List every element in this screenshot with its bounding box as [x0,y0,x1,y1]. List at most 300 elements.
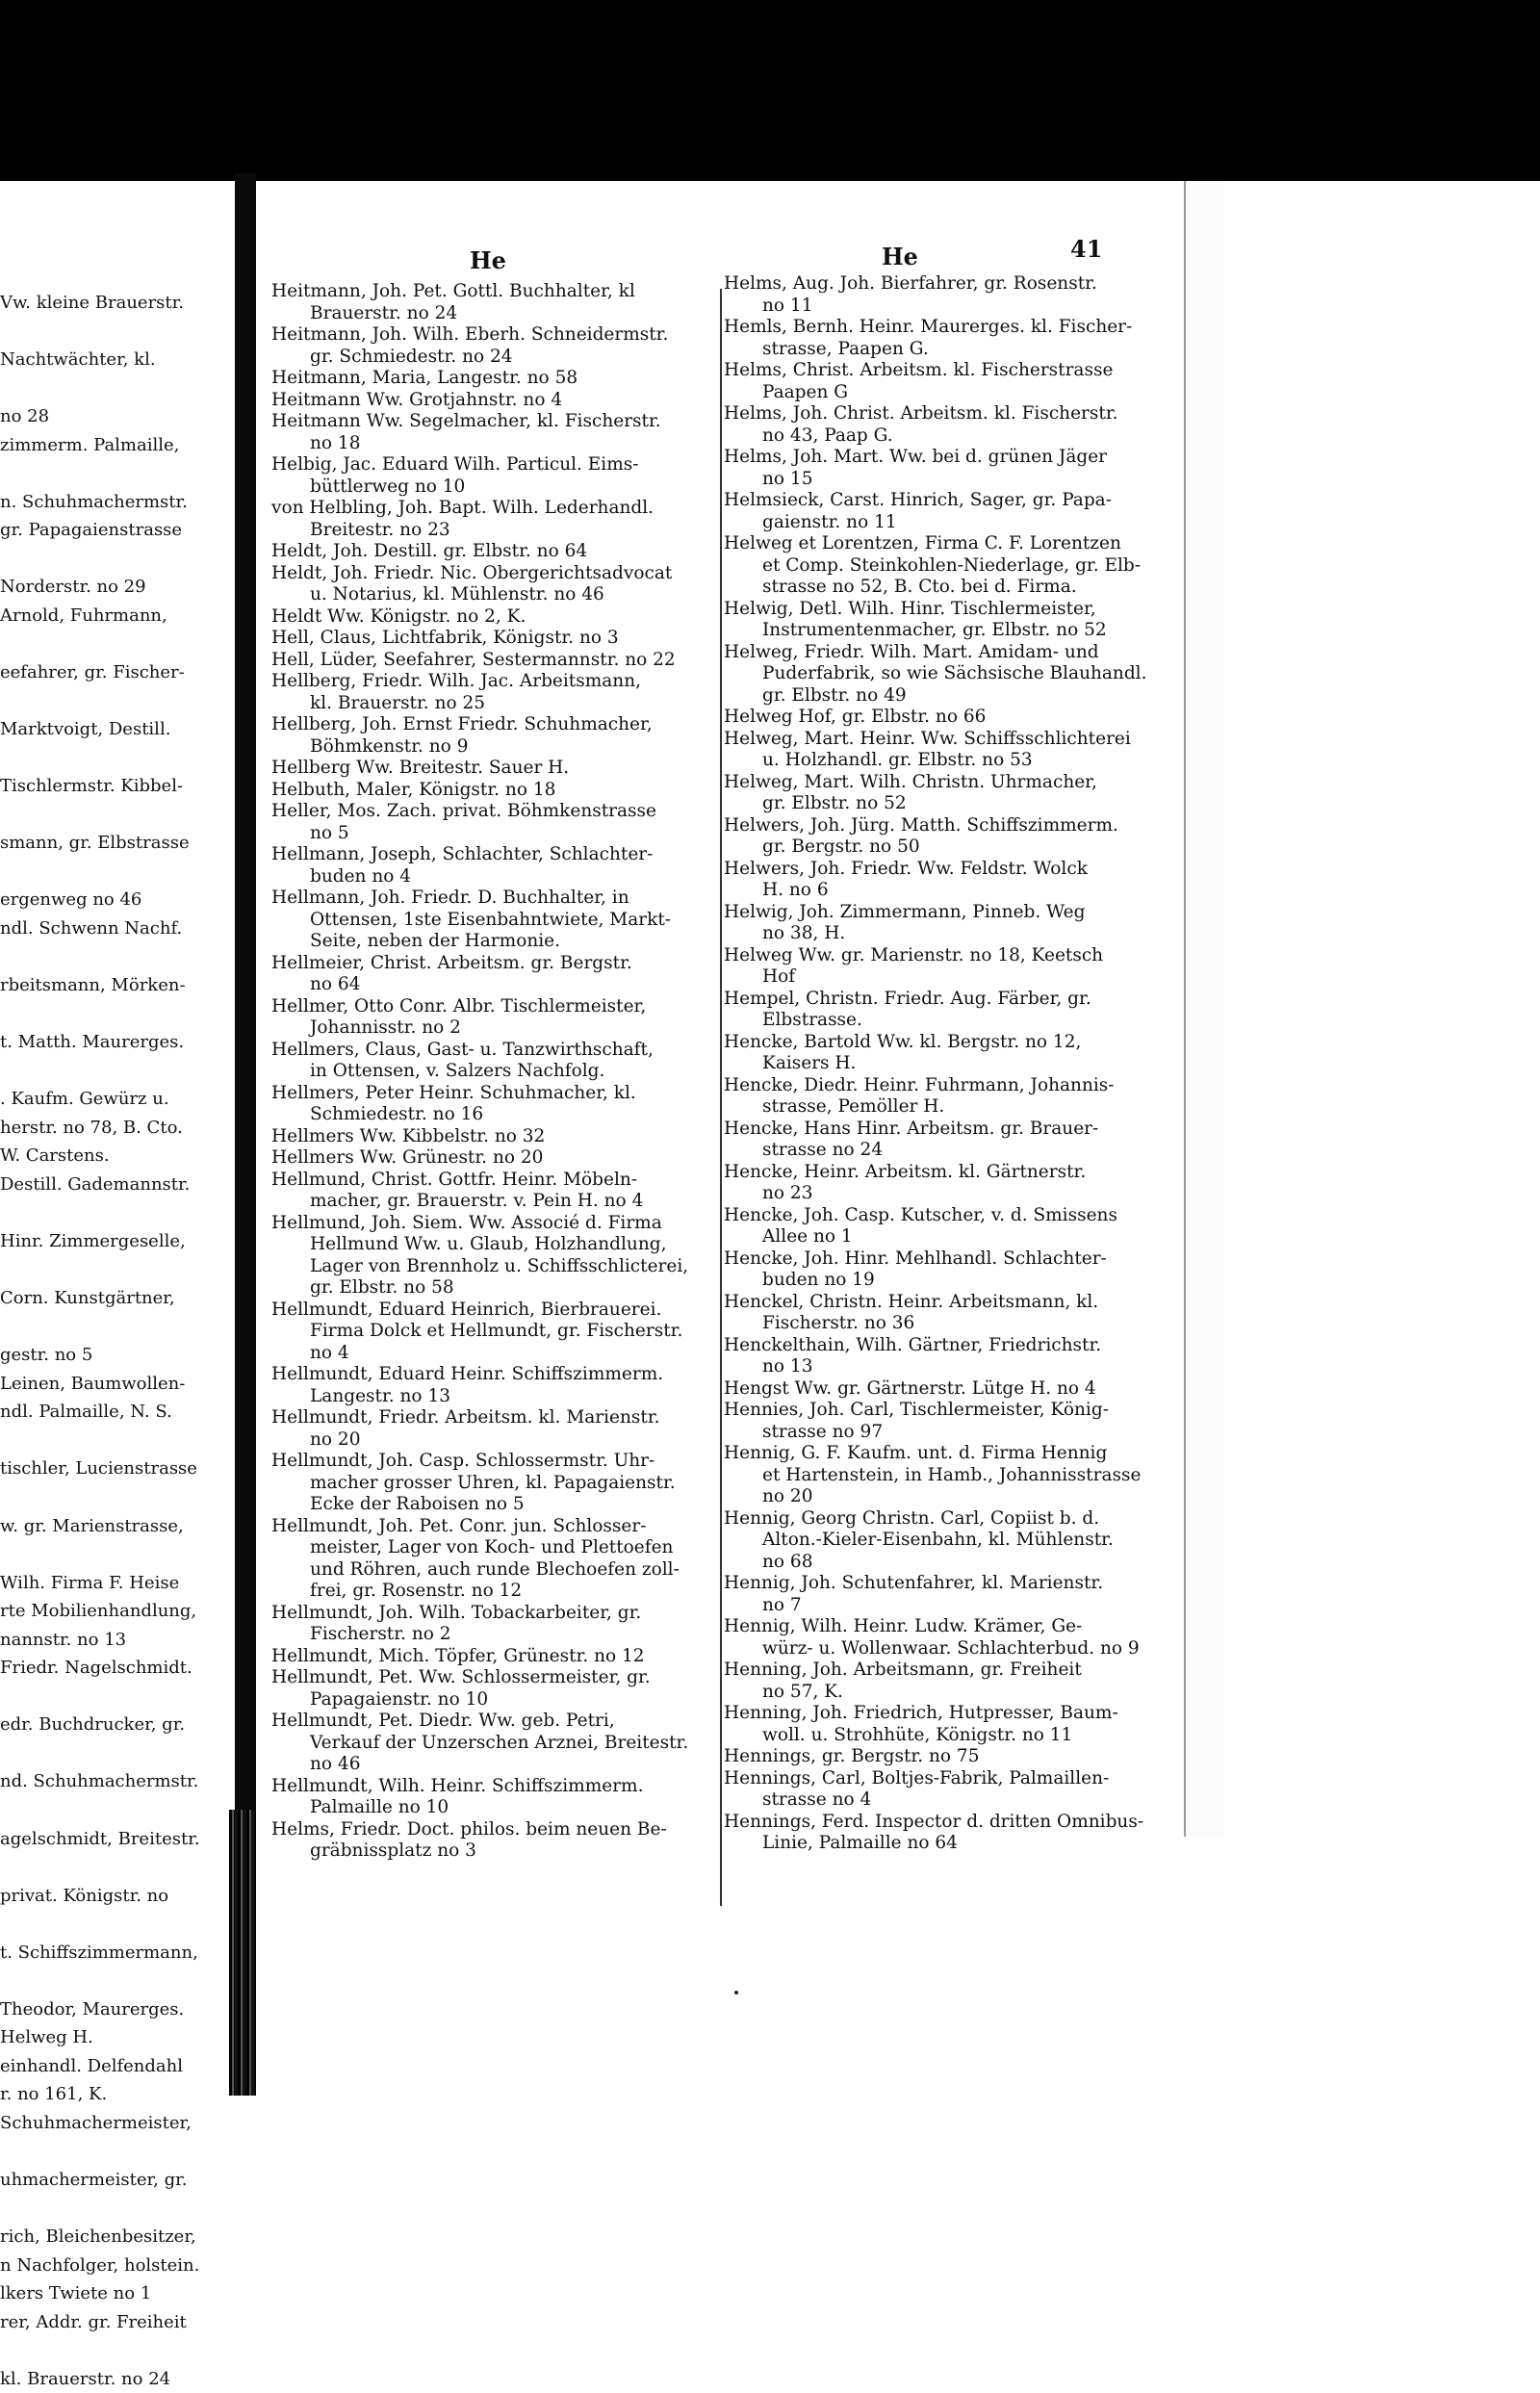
left-page-line: eefahrer, gr. Fischer- [0,662,185,683]
entry-continuation-line: gr. Elbstr. no 49 [762,684,907,706]
entry-continuation-line: Böhmkenstr. no 9 [310,735,469,757]
left-page-line: n Nachfolger, holstein. [0,2254,200,2276]
left-page-line: edr. Buchdrucker, gr. [0,1714,186,1736]
entry-continuation-line: Ecke der Raboisen no 5 [310,1494,525,1514]
left-page-line: ndl. Schwenn Nachf. [0,918,183,939]
left-page-line [0,687,250,716]
left-page-line: herstr. no 78, B. Cto. [0,1117,183,1138]
directory-entry [271,1603,720,1646]
left-page-line: t. Schiffszimmermann, [0,1942,198,1963]
left-page-line [0,1057,250,1086]
entry-continuation-line: und Röhren, auch runde Blechoefen zoll- [310,1558,680,1580]
left-page-line [0,1313,250,1342]
entry-continuation-line: no 68 [762,1551,813,1572]
directory-entry [724,317,1176,360]
directory-entry [271,996,720,1040]
entry-name-line: Helms, Joh. Christ. Arbeitsm. kl. Fischerstr. [724,403,1118,424]
directory-entry [724,1400,1176,1443]
entry-name-line: Hellmers Ww. Grünestr. no 20 [271,1147,544,1168]
left-page [0,181,235,2389]
entry-continuation-line: no 11 [762,295,813,316]
entry-continuation-line: Seite, neben der Harmonie. [310,931,560,951]
left-page-line [0,858,250,887]
left-page-line [0,744,250,773]
entry-name-line: Hellmundt, Joh. Pet. Conr. jun. Schlosser- [271,1515,647,1536]
directory-entry [724,1162,1176,1205]
entry-continuation-line: u. Notarius, kl. Mühlenstr. no 46 [310,584,604,605]
directory-entry [724,707,1176,729]
directory-entry [724,490,1176,533]
right-column-heading: He [882,243,918,270]
directory-entry [271,1646,720,1668]
directory-entry [724,1812,1176,1855]
entry-continuation-line: Firma Dolck et Hellmundt, gr. Fischerstr. [310,1321,683,1341]
entry-name-line: Hellmundt, Joh. Casp. Schlossermstr. Uhr- [271,1451,655,1471]
entry-name-line: Hellmund, Christ. Gottfr. Heinr. Möbeln- [271,1169,638,1190]
directory-entry [724,1335,1176,1378]
entry-name-line: Hellmers, Claus, Gast- u. Tanzwirthschaft, [271,1039,654,1060]
entry-name-line: Helms, Christ. Arbeitsm. kl. Fischerstrasse [724,360,1114,380]
directory-entry [271,758,720,780]
entry-name-line: Hempel, Christn. Friedr. Aug. Färber, gr. [724,988,1091,1009]
directory-column-left [271,281,720,1863]
entry-continuation-line: strasse, Pemöller H. [762,1096,945,1117]
directory-entry [271,1776,720,1819]
left-page-line [0,2336,250,2365]
entry-name-line: Helwers, Joh. Friedr. Ww. Feldstr. Wolck [724,858,1088,879]
directory-entry [724,1703,1176,1746]
left-page-line: Schuhmachermeister, [0,2113,192,2133]
left-page-line: Leinen, Baumwollen- [0,1373,186,1394]
directory-entry [724,1616,1176,1660]
entry-continuation-line: et Hartenstein, in Hamb., Johannisstrasse [762,1464,1142,1485]
entry-continuation-line: Langestr. no 13 [310,1385,450,1406]
left-page-text [0,289,250,2393]
entry-name-line: Hellmann, Joseph, Schlachter, Schlachter- [271,844,654,864]
spine-binding [229,1810,258,2096]
directory-entry [724,1119,1176,1162]
entry-continuation-line: no 20 [762,1486,813,1506]
entry-name-line: Helweg, Mart. Wilh. Christn. Uhrmacher, [724,771,1097,792]
directory-entry [724,273,1176,317]
entry-name-line: Helbuth, Maler, Königstr. no 18 [271,779,556,800]
left-page-line [0,801,250,830]
left-page-line: . Kaufm. Gewürz u. [0,1089,169,1110]
entry-name-line: Heitmann Ww. Segelmacher, kl. Fischerstr. [271,411,661,431]
entry-name-line: Hellmundt, Eduard Heinrich, Bierbrauerei. [271,1299,662,1320]
entry-continuation-line: Brauerstr. no 24 [310,302,458,323]
column-divider [720,289,722,1906]
directory-entry [271,780,720,802]
directory-entry [271,1451,720,1516]
directory-entry [724,403,1176,447]
directory-entry [724,642,1176,708]
entry-name-line: Hellmers, Peter Heinr. Schuhmacher, kl. [271,1082,636,1103]
entry-name-line: Heller, Mos. Zach. privat. Böhmkenstrasse [271,801,656,821]
left-page-line: rer, Addr. gr. Freiheit [0,2311,187,2332]
left-page-line [0,1256,250,1285]
directory-entry [271,281,720,324]
entry-continuation-line: Paapen G [762,381,849,402]
page-number: 41 [1070,235,1103,263]
left-page-line: nannstr. no 13 [0,1629,127,1650]
left-page-line [0,1739,250,1768]
entry-name-line: Helwig, Detl. Wilh. Hinr. Tischlermeister, [724,598,1096,619]
left-page-line [0,1427,250,1455]
entry-continuation-line: Puderfabrik, so wie Sächsische Blauhandl. [762,663,1147,683]
directory-entry [271,454,720,498]
directory-entry [724,360,1176,403]
directory-entry [724,599,1176,642]
entry-continuation-line: Schmiedestr. no 16 [310,1104,484,1124]
entry-name-line: Heitmann, Joh. Wilh. Eberh. Schneidermstr. [271,324,669,345]
entry-name-line: Helwig, Joh. Zimmermann, Pinneb. Weg [724,901,1086,922]
entry-name-line: Hellmundt, Pet. Diedr. Ww. geb. Petri, [271,1711,615,1731]
entry-continuation-line: büttlerweg no 10 [310,476,466,497]
left-page-line [0,1853,250,1882]
entry-name-line: Hellmund, Joh. Siem. Ww. Associé d. Firma [271,1212,662,1233]
directory-entry [271,1170,720,1213]
directory-entry [271,1516,720,1603]
left-page-line [0,2138,250,2167]
entry-continuation-line: Kaisers H. [762,1053,857,1073]
left-page-line [0,1967,250,1995]
directory-entry [724,1768,1176,1812]
entry-continuation-line: no 46 [310,1754,361,1774]
entry-continuation-line: no 13 [762,1356,813,1377]
directory-entry [271,1819,720,1863]
entry-continuation-line: no 4 [310,1342,349,1363]
entry-name-line: Heitmann, Joh. Pet. Gottl. Buchhalter, kl [271,281,635,301]
entry-name-line: Helms, Aug. Joh. Bierfahrer, gr. Rosenstr. [724,273,1097,294]
entry-continuation-line: no 18 [310,432,361,453]
entry-continuation-line: meister, Lager von Koch- und Plettoefen [310,1537,674,1557]
directory-entry [724,1032,1176,1075]
left-page-line: W. Carstens. [0,1145,110,1167]
entry-continuation-line: Instrumentenmacher, gr. Elbstr. no 52 [762,620,1107,640]
directory-entry [271,1711,720,1776]
entry-name-line: Hellmeier, Christ. Arbeitsm. gr. Bergstr. [271,952,632,973]
entry-name-line: Hellberg, Joh. Ernst Friedr. Schuhmacher, [271,714,653,734]
left-page-line: agelschmidt, Breitestr. [0,1828,200,1849]
entry-name-line: Helbig, Jac. Eduard Wilh. Particul. Eims- [271,454,639,475]
entry-continuation-line: strasse no 97 [762,1421,884,1442]
entry-name-line: Hennings, gr. Bergstr. no 75 [724,1746,980,1766]
entry-continuation-line: Johannisstr. no 2 [310,1017,461,1038]
directory-entry [724,1573,1176,1616]
left-page-line: t. Matth. Maurerges. [0,1032,185,1053]
entry-continuation-line: Ottensen, 1ste Eisenbahntwiete, Markt- [310,909,672,930]
entry-continuation-line: Hellmund Ww. u. Glaub, Holzhandlung, [310,1234,667,1254]
directory-entry [724,772,1176,815]
entry-continuation-line: no 5 [310,822,349,843]
entry-name-line: Heitmann, Maria, Langestr. no 58 [271,368,578,388]
left-page-line: rte Mobilienhandlung, [0,1601,197,1622]
entry-continuation-line: Linie, Palmaille no 64 [762,1833,958,1853]
entry-continuation-line: gaienstr. no 11 [762,511,897,532]
directory-entry [271,671,720,714]
left-page-line: Vw. kleine Brauerstr. [0,293,184,313]
directory-entry [724,859,1176,902]
entry-continuation-line: no 38, H. [762,923,846,943]
entry-continuation-line: macher, gr. Brauerstr. v. Pein H. no 4 [310,1191,644,1211]
directory-entry [724,1443,1176,1508]
directory-entry [271,714,720,758]
directory-entry [271,1083,720,1126]
left-page-line [0,1000,250,1029]
entry-name-line: Hennings, Ferd. Inspector d. dritten Omnibus- [724,1811,1144,1832]
directory-entry [724,1205,1176,1248]
entry-name-line: Hell, Lüder, Seefahrer, Sestermannstr. no 22 [271,649,676,670]
directory-entry [271,563,720,606]
left-page-line [0,2195,250,2224]
left-page-line: kl. Brauerstr. no 24 [0,2368,171,2389]
left-page-line [0,1483,250,1512]
left-page-line: Hinr. Zimmergeselle, [0,1231,186,1252]
entry-continuation-line: strasse no 24 [762,1140,884,1160]
entry-continuation-line: no 15 [762,468,813,489]
entry-continuation-line: et Comp. Steinkohlen-Niederlage, gr. Elb- [762,554,1141,576]
entry-name-line: Hellmundt, Wilh. Heinr. Schiffszimmerm. [271,1775,644,1796]
directory-entry [724,1508,1176,1574]
entry-name-line: Hellmann, Joh. Friedr. D. Buchhalter, in [271,888,629,908]
left-page-line: nd. Schuhmachermstr. [0,1771,199,1792]
directory-entry [271,324,720,368]
directory-entry [724,815,1176,859]
left-page-line: Theodor, Maurerges. [0,1998,185,2020]
directory-entry [724,1378,1176,1401]
entry-name-line: Helweg et Lorentzen, Firma C. F. Lorentzen [724,533,1121,553]
left-page-line [0,545,250,574]
left-page-line [0,459,250,488]
entry-continuation-line: no 43, Paap G. [762,425,893,446]
entry-continuation-line: gr. Elbstr. no 58 [310,1277,454,1298]
entry-continuation-line: Breitestr. no 23 [310,519,450,540]
left-page-line: Wilh. Firma F. Heise [0,1572,180,1593]
entry-name-line: Hencke, Bartold Ww. kl. Bergstr. no 12, [724,1031,1082,1052]
entry-name-line: Helweg Ww. gr. Marienstr. no 18, Keetsch [724,944,1104,965]
left-page-line: gestr. no 5 [0,1345,93,1366]
entry-name-line: Hellmundt, Friedr. Arbeitsm. kl. Marienstr. [271,1407,660,1428]
entry-continuation-line: Elbstrasse. [762,1010,862,1030]
left-page-line: r. no 161, K. [0,2084,108,2105]
entry-name-line: Heldt, Joh. Destill. gr. Elbstr. no 64 [271,541,588,561]
entry-name-line: Helmsieck, Carst. Hinrich, Sager, gr. Papa- [724,490,1112,510]
left-page-line [0,1910,250,1939]
left-page-line: tischler, Lucienstrasse [0,1458,197,1480]
left-page-line: Friedr. Nagelschmidt. [0,1658,192,1679]
left-page-line: Helweg H. [0,2027,93,2048]
entry-name-line: Hemls, Bernh. Heinr. Maurerges. kl. Fischer- [724,317,1133,337]
directory-entry [724,902,1176,945]
entry-name-line: Hencke, Heinr. Arbeitsm. kl. Gärtnerstr. [724,1161,1087,1182]
left-page-line: privat. Königstr. no [0,1885,169,1906]
directory-entry [271,498,720,541]
entry-continuation-line: Fischerstr. no 36 [762,1313,915,1333]
entry-name-line: Helweg, Friedr. Wilh. Mart. Amidam- und [724,641,1099,662]
entry-name-line: Hellberg Ww. Breitestr. Sauer H. [271,758,570,778]
ink-speck [734,1991,738,1994]
entry-name-line: Helms, Joh. Mart. Ww. bei d. grünen Jäger [724,447,1107,467]
directory-entry [271,606,720,629]
left-page-line: Norderstr. no 29 [0,577,146,598]
left-page-line: smann, gr. Elbstrasse [0,833,190,854]
entry-continuation-line: no 64 [310,974,361,994]
left-page-line [0,374,250,403]
entry-continuation-line: H. no 6 [762,880,829,900]
directory-entry [271,411,720,454]
entry-name-line: Helwers, Joh. Jürg. Matth. Schiffszimmerm. [724,814,1118,836]
entry-name-line: Hellmer, Otto Conr. Albr. Tischlermeister, [271,995,647,1016]
entry-name-line: Henning, Joh. Arbeitsmann, gr. Freiheit [724,1660,1082,1680]
left-page-line: Tischlermstr. Kibbel- [0,776,184,797]
left-page-line: Nachtwächter, kl. [0,349,156,371]
directory-entry [271,368,720,390]
left-page-line [0,943,250,972]
entry-name-line: Heldt Ww. Königstr. no 2, K. [271,605,526,627]
entry-name-line: Hellmundt, Eduard Heinr. Schiffszimmerm. [271,1364,664,1384]
left-page-line: ergenweg no 46 [0,889,142,911]
entry-continuation-line: Verkauf der Unzerschen Arznei, Breitestr. [310,1732,689,1753]
entry-continuation-line: no 20 [310,1428,361,1450]
entry-continuation-line: strasse, Paapen G. [762,338,929,359]
directory-entry [271,801,720,844]
entry-continuation-line: Lager von Brennholz u. Schiffsschlicterei, [310,1255,689,1276]
left-page-line [0,1540,250,1569]
left-page-line: Corn. Kunstgärtner, [0,1288,175,1309]
directory-entry [271,541,720,563]
directory-entry [724,729,1176,772]
directory-entry [724,1075,1176,1119]
directory-entry [271,1299,720,1365]
left-column-heading: He [470,246,506,274]
entry-name-line: Heitmann Ww. Grotjahnstr. no 4 [271,389,563,410]
directory-entry [271,1364,720,1407]
entry-continuation-line: strasse no 52, B. Cto. bei d. Firma. [762,577,1077,597]
directory-entry [724,1660,1176,1703]
entry-continuation-line: gräbnissplatz no 3 [310,1840,476,1861]
directory-entry [724,447,1176,490]
directory-entry [271,1147,720,1170]
entry-name-line: Helms, Friedr. Doct. philos. beim neuen Be- [271,1818,667,1840]
left-page-line: no 28 [0,406,50,427]
directory-entry [724,1292,1176,1335]
left-page-line: einhandl. Delfendahl [0,2055,183,2076]
entry-name-line: Hell, Claus, Lichtfabrik, Königstr. no 3 [271,628,619,648]
entry-name-line: Hellberg, Friedr. Wilh. Jac. Arbeitsmann, [271,671,642,691]
entry-name-line: Hellmundt, Mich. Töpfer, Grünestr. no 12 [271,1645,645,1666]
entry-name-line: Henning, Joh. Friedrich, Hutpresser, Baum- [724,1703,1118,1723]
entry-continuation-line: Fischerstr. no 2 [310,1624,451,1644]
entry-continuation-line: gr. Bergstr. no 50 [762,836,920,857]
book-spine [235,173,256,2096]
directory-column-right [724,273,1176,1855]
entry-name-line: Hennig, G. F. Kaufm. unt. d. Firma Hennig [724,1443,1108,1463]
entry-continuation-line: würz- u. Wollenwaar. Schlachterbud. no 9 [762,1637,1140,1659]
directory-entry [271,1126,720,1148]
directory-entry [271,888,720,953]
scan-background-top [0,0,1540,181]
entry-continuation-line: no 57, K. [762,1681,843,1702]
entry-continuation-line: Allee no 1 [762,1226,853,1247]
directory-entry [271,628,720,650]
left-page-line [0,1683,250,1711]
entry-continuation-line: no 23 [762,1183,813,1203]
directory-entry [271,1040,720,1083]
entry-name-line: Helweg, Mart. Heinr. Ww. Schiffsschlichterei [724,728,1131,749]
left-page-line: Marktvoigt, Destill. [0,719,171,740]
left-page-line: Arnold, Fuhrmann, [0,605,167,627]
left-page-line: rbeitsmann, Mörken- [0,975,186,996]
left-page-line: lkers Twiete no 1 [0,2283,152,2304]
left-page-line [0,630,250,659]
directory-entry [271,1407,720,1451]
entry-continuation-line: Palmaille no 10 [310,1797,449,1817]
directory-entry [271,1213,720,1299]
entry-name-line: Hennig, Georg Christn. Carl, Copiist b. d. [724,1507,1100,1529]
entry-continuation-line: Hof [762,966,796,987]
directory-entry [271,1667,720,1711]
entry-name-line: Heldt, Joh. Friedr. Nic. Obergerichtsadvocat [271,562,673,583]
left-page-line: ndl. Palmaille, N. S. [0,1402,172,1423]
directory-entry [724,1746,1176,1768]
directory-entry [271,390,720,412]
left-page-line: rich, Bleichenbesitzer, [0,2226,196,2248]
entry-continuation-line: buden no 4 [310,865,412,887]
directory-entry [271,953,720,996]
left-page-line: w. gr. Marienstrasse, [0,1515,184,1536]
entry-name-line: Hellmundt, Joh. Wilh. Tobackarbeiter, gr. [271,1602,642,1623]
entry-continuation-line: in Ottensen, v. Salzers Nachfolg. [310,1061,605,1081]
entry-name-line: Hennig, Wilh. Heinr. Ludw. Krämer, Ge- [724,1616,1083,1636]
left-page-line: n. Schuhmachermstr. [0,491,188,512]
entry-continuation-line: u. Holzhandl. gr. Elbstr. no 53 [762,750,1033,770]
entry-name-line: Hennies, Joh. Carl, Tischlermeister, König- [724,1400,1109,1420]
entry-name-line: Hellmundt, Pet. Ww. Schlossermeister, gr. [271,1667,651,1687]
entry-continuation-line: Alton.-Kieler-Eisenbahn, kl. Mühlenstr. [762,1530,1114,1550]
entry-continuation-line: buden no 19 [762,1270,875,1290]
left-page-line: uhmachermeister, gr. [0,2170,188,2191]
left-page-line: gr. Papagaienstrasse [0,520,183,541]
entry-name-line: Hencke, Joh. Casp. Kutscher, v. d. Smissens [724,1204,1117,1225]
entry-name-line: Hencke, Hans Hinr. Arbeitsm. gr. Brauer- [724,1118,1099,1139]
entry-name-line: Hencke, Joh. Hinr. Mehlhandl. Schlachter- [724,1248,1107,1269]
entry-continuation-line: gr. Schmiedestr. no 24 [310,346,513,367]
entry-continuation-line: kl. Brauerstr. no 25 [310,692,486,713]
entry-continuation-line: Papagaienstr. no 10 [310,1688,489,1710]
entry-continuation-line: gr. Elbstr. no 52 [762,793,907,813]
directory-entry [724,1248,1176,1292]
entry-name-line: von Helbling, Joh. Bapt. Wilh. Lederhandl. [271,498,654,518]
left-page-line [0,318,250,347]
entry-name-line: Henckelthain, Wilh. Gärtner, Friedrichstr. [724,1334,1102,1355]
left-page-line [0,1199,250,1228]
entry-name-line: Hennings, Carl, Boltjes-Fabrik, Palmaillen- [724,1767,1110,1788]
entry-continuation-line: strasse no 4 [762,1789,872,1810]
entry-continuation-line: macher grosser Uhren, kl. Papagaienstr. [310,1472,676,1493]
entry-continuation-line: frei, gr. Rosenstr. no 12 [310,1581,523,1601]
directory-entry [724,945,1176,989]
entry-name-line: Helweg Hof, gr. Elbstr. no 66 [724,707,987,727]
entry-name-line: Hennig, Joh. Schutenfahrer, kl. Marienstr. [724,1573,1104,1593]
left-page-line: Destill. Gademannstr. [0,1173,191,1195]
entry-name-line: Hencke, Diedr. Heinr. Fuhrmann, Johannis- [724,1074,1115,1095]
entry-name-line: Hengst Ww. gr. Gärtnerstr. Lütge H. no 4 [724,1377,1096,1399]
directory-entry [724,989,1176,1032]
entry-continuation-line: woll. u. Strohhüte, Königstr. no 11 [762,1724,1073,1745]
directory-entry [271,844,720,888]
entry-name-line: Henckel, Christn. Heinr. Arbeitsmann, kl. [724,1291,1099,1312]
